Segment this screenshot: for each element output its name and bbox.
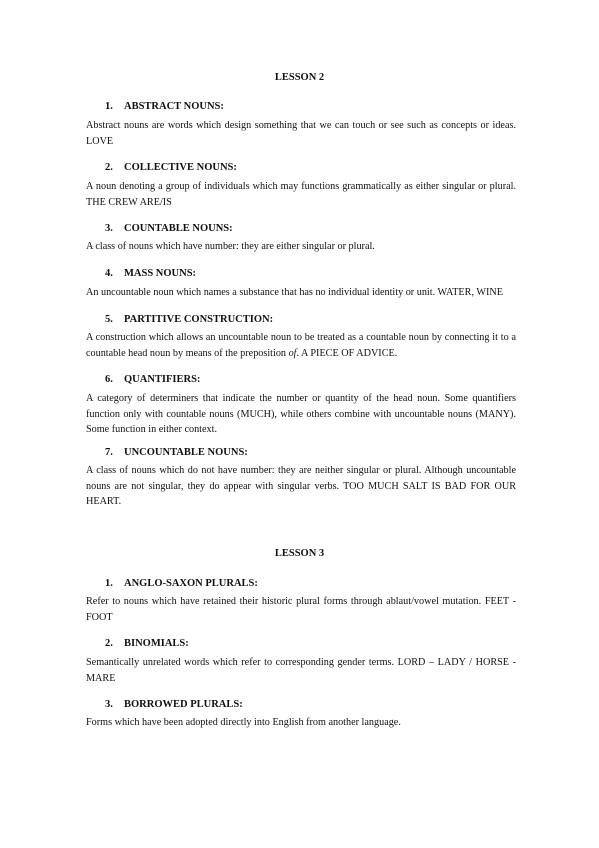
section-body-mass-nouns: An uncountable noun which names a substance that has no individual identity or unit. WATER, WINE (86, 287, 503, 298)
section-title: QUANTIFIERS: (124, 374, 201, 385)
section-title: BORROWED PLURALS: (124, 699, 243, 710)
section-body-countable-nouns: A class of nouns which have number: they are either singular or plural. (86, 241, 375, 252)
section-number: 1. (105, 578, 113, 589)
section-title: BINOMIALS: (124, 638, 189, 649)
lesson-2-title: LESSON 2 (274, 72, 325, 83)
section-number: 5. (105, 314, 113, 325)
section-title: UNCOUNTABLE NOUNS: (124, 447, 248, 458)
section-title: PARTITIVE CONSTRUCTION: (124, 314, 274, 325)
section-body-binomials: Semantically unrelated words which refer to corresponding gender terms. LORD – LADY / HORSE - MARE (86, 657, 516, 684)
section-title: COLLECTIVE NOUNS: (124, 162, 237, 173)
section-body-quantifiers: A category of determiners that indicate the number or quantity of the head noun. Some quantifiers function only with countable nouns (MUCH), while others combine with uncountable nouns (MANY). Some function in either context. (86, 393, 516, 435)
body-italic-text: of (288, 347, 297, 359)
body-text: . A PIECE OF ADVICE. (296, 347, 398, 359)
section-title: ANGLO-SAXON PLURALS: (124, 578, 258, 589)
section-body-uncountable-nouns: A class of nouns which do not have number: they are neither singular or plural. Although uncountable nouns are not singular, they do appear with singular verbs. TOO MUCH SALT IS BAD FOR OUR HEART. (86, 465, 516, 507)
section-title: ABSTRACT NOUNS: (124, 101, 224, 112)
section-body-collective-nouns: A noun denoting a group of individuals which may functions grammatically as either singular or plural. THE CREW ARE/IS (86, 181, 516, 208)
section-body-partitive-construction (86, 330, 516, 361)
lesson-3-title: LESSON 3 (274, 548, 325, 559)
section-body-anglo-saxon-plurals: Refer to nouns which have retained their historic plural forms through ablaut/vowel mutation. FEET - FOOT (86, 596, 516, 623)
section-number: 2. (105, 162, 113, 173)
section-body-abstract-nouns: Abstract nouns are words which design something that we can touch or see such as concepts or ideas. LOVE (86, 120, 516, 147)
section-number: 3. (105, 699, 113, 710)
section-title: MASS NOUNS: (124, 268, 197, 279)
section-number: 3. (105, 223, 113, 234)
section-number: 1. (105, 101, 113, 112)
section-title: COUNTABLE NOUNS: (124, 223, 233, 234)
section-body-borrowed-plurals: Forms which have been adopted directly into English from another language. (86, 717, 401, 728)
section-number: 4. (105, 268, 113, 279)
body-text: A construction which allows an uncountable noun to be treated as a countable noun by connecting it to a countable head noun by means of the preposition (86, 332, 516, 359)
section-number: 7. (105, 447, 113, 458)
section-number: 6. (105, 374, 113, 385)
section-number: 2. (105, 638, 113, 649)
